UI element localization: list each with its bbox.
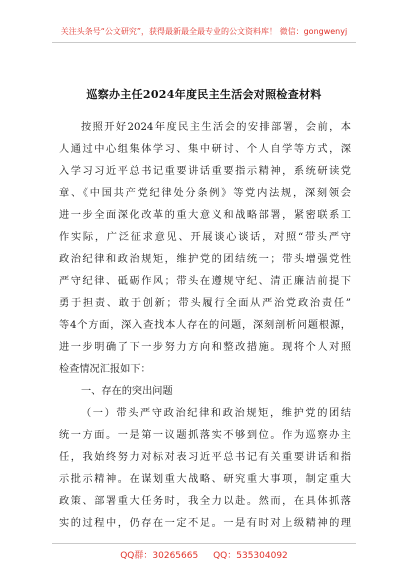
document-title: 巡察办主任2024年度民主生活会对照检查材料 xyxy=(86,88,322,101)
paragraph-line: 示批示精神。在谋划重大战略、研究重大事项，制定重大 xyxy=(59,474,351,485)
paragraph-line: 任，我始终努力对标对表习近平总书记有关重要讲话和指 xyxy=(59,452,351,463)
paragraph-line: 章、《中国共产党纪律处分条例》等党内法规，深刻领会 xyxy=(59,188,351,199)
paragraph-line: 等4个方面，深入查找本人存在的问题，深刻剖析问题根源， xyxy=(59,320,351,331)
subsection-heading: （一）带头严守政治纪律和政治规矩，维护党的团结 xyxy=(81,408,351,419)
header-divider xyxy=(52,42,356,43)
paragraph-line: 进一步明确了下一步努力方向和整改措施。现将个人对照 xyxy=(59,342,351,353)
header-note: 关注头条号“公文研究”，获得最新最全最专业的公文资料库！ 微信：gongwenyj xyxy=(60,27,348,36)
footer-qq: QQ：535304092 xyxy=(213,551,288,561)
section-heading: 一、存在的突出问题 xyxy=(81,386,173,397)
paragraph-line: 作实际，广泛征求意见、开展谈心谈话，对照“带头严守 xyxy=(59,232,351,243)
paragraph-line: 实的过程中，仍存在一定不足。一是有时对上级精神的理 xyxy=(59,518,351,529)
footer-contact xyxy=(0,548,408,561)
paragraph-line: 严守纪律、砥砺作风；带头在遵规守纪、清正廉洁前提下 xyxy=(59,276,351,287)
footer-qq-group: QQ群：30265665 xyxy=(120,551,199,561)
paragraph-line: 人通过中心组集体学习、集中研讨、个人自学等方式，深 xyxy=(59,144,351,155)
paragraph-line: 勇于担责、敢于创新；带头履行全面从严治党政治责任” xyxy=(59,298,351,309)
paragraph-line: 检查情况汇报如下： xyxy=(59,364,151,375)
paragraph-line: 按照开好2024年度民主生活会的安排部署，会前，本 xyxy=(81,122,351,133)
paragraph-line: 入学习习近平总书记重要讲话重要指示精神，系统研读党 xyxy=(59,166,351,177)
document-body xyxy=(59,117,351,535)
paragraph-line: 政策、部署重大任务时，我全力以赴。然而，在具体抓落 xyxy=(59,496,351,507)
paragraph-line: 政治纪律和政治规矩，维护党的团结统一；带头增强党性 xyxy=(59,254,351,265)
paragraph-line: 统一方面。一是第一议题抓落实不够到位。作为巡察办主 xyxy=(59,430,351,441)
paragraph-line: 进一步全面深化改革的重大意义和战略部署，紧密联系工 xyxy=(59,210,351,221)
footer-divider xyxy=(52,543,356,544)
